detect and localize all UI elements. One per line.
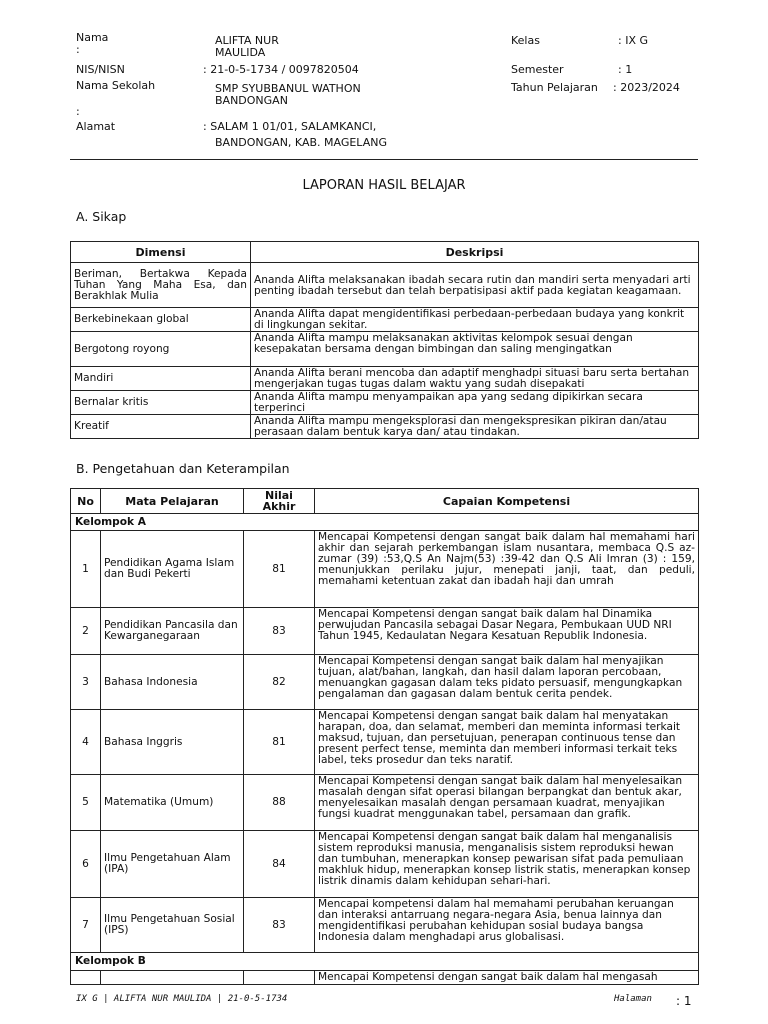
row-nilai: 82 [244,655,315,710]
semester-label: Semester [511,63,564,76]
alamat-value-line2: BANDONGAN, KAB. MAGELANG [215,136,387,149]
row-mapel: Pendidikan Pancasila dan Kewarganegaraan [101,608,244,655]
nis-value: : 21-0-5-1734 / 0097820504 [203,63,359,76]
kelas-value: : IX G [618,34,649,47]
sikap-deskripsi: Ananda Alifta melaksanakan ibadah secara rutin dan mandiri serta menyadari arti penting ibadah tersebut dan telah berpatisipasi aktif pada kegiatan keagamaan. [251,263,699,308]
group-kelompok-b: Kelompok B [71,953,699,971]
nilai-row [71,710,699,775]
sikap-col-dimensi: Dimensi [71,242,251,263]
nis-label: NIS/NISN [76,63,125,76]
nama-value-line1: ALIFTA NUR [215,34,279,47]
row-nilai: 81 [244,531,315,608]
sikap-deskripsi: Ananda Alifta dapat mengidentifikasi perbedaan-perbedaan budaya yang konkrit di lingkungan sekitar. [251,308,699,332]
sekolah-value-line1: SMP SYUBBANUL WATHON [215,82,361,95]
kelas-label: Kelas [511,34,540,47]
footer-halaman-label: Halaman [614,994,652,1004]
row-no: 5 [71,775,101,831]
sikap-deskripsi: Ananda Alifta mampu menyampaikan apa yang sedang dipikirkan secara terperinci [251,391,699,415]
sikap-deskripsi: Ananda Alifta berani mencoba dan adaptif menghadpi situasi baru serta bertahan mengerjakan tugas tugas dalam waktu yang sudah disepakati [251,367,699,391]
sikap-dimensi: Beriman, Bertakwa Kepada Tuhan Yang Maha Esa, dan Berakhlak Mulia [71,263,251,308]
nilai-row [71,831,699,898]
sikap-dimensi: Bergotong royong [71,332,251,367]
alamat-value-line1: : SALAM 1 01/01, SALAMKANCI, [203,120,377,133]
footer-page-number: : 1 [676,994,692,1008]
nilai-col-capaian: Capaian Kompetensi [315,489,699,514]
nama-value-line2: MAULIDA [215,46,266,59]
sikap-dimensi: Mandiri [71,367,251,391]
row-no: 7 [71,898,101,953]
sikap-row [71,263,699,308]
row-mapel-empty [101,971,244,985]
row-capaian: Mencapai Kompetensi dengan sangat baik dalam hal menganalisis sistem reproduksi manusia, menganalisis sistem reproduksi hewan dan tumbuhan, menerapkan konsep pewarisan sifat pada pemuliaan makhluk hidup, menerapkan konsep listrik statis, menerapkan konsep listrik dinamis dalam kehidupan sehari-hari. [315,831,699,898]
row-nilai: 83 [244,898,315,953]
row-mapel: Ilmu Pengetahuan Alam (IPA) [101,831,244,898]
sikap-dimensi: Bernalar kritis [71,391,251,415]
nilai-row [71,898,699,953]
row-no-empty [71,971,101,985]
sikap-row [71,332,699,367]
row-capaian-partial: Mencapai Kompetensi dengan sangat baik dalam hal mengasah [315,971,699,985]
sikap-deskripsi: Ananda Alifta mampu mengeksplorasi dan mengekspresikan pikiran dan/atau perasaan dalam bentuk karya dan/ atau tindakan. [251,415,699,439]
sikap-dimensi: Kreatif [71,415,251,439]
row-nilai: 83 [244,608,315,655]
sekolah-label: Nama Sekolah [76,79,156,92]
row-no: 2 [71,608,101,655]
row-mapel: Pendidikan Agama Islam dan Budi Pekerti [101,531,244,608]
sikap-row [71,367,699,391]
row-capaian: Mencapai Kompetensi dengan sangat baik dalam hal memahami hari akhir dan sejarah perkembangan islam nusantara, membaca Q.S az-zumar (39) :53,Q.S An Najm(53) :39-42 dan Q.S Ali Imran (3) : 159, menunjukkan perilaku jujur, menepati janji, taat, dan peduli, memahami ketentuan zakat dan ibadah haji dan umrah [315,531,699,608]
sikap-row [71,415,699,439]
sikap-dimensi: Berkebinekaan global [71,308,251,332]
row-capaian: Mencapai Kompetensi dengan sangat baik dalam hal Dinamika perwujudan Pancasila sebagai Dasar Negara, Pembukaan UUD NRI Tahun 1945, Kedaulatan Negara Kesatuan Republik Indonesia. [315,608,699,655]
row-capaian: Mencapai Kompetensi dengan sangat baik dalam hal menyajikan tujuan, alat/bahan, langkah, dan hasil dalam laporan percobaan, menuangkan gagasan dalam teks pidato persuasif, mengungkapkan pengalaman dan gagasan dalam bentuk cerita pendek. [315,655,699,710]
section-sikap-heading: A. Sikap [76,209,127,224]
sekolah-colon: : [76,105,80,118]
row-nilai: 88 [244,775,315,831]
row-nilai-empty [244,971,315,985]
sikap-deskripsi: Ananda Alifta mampu melaksanakan aktivitas kelompok sesuai dengan kesepakatan bersama dengan bimbingan dan saling mengingatkan [251,332,699,367]
nilai-row [71,531,699,608]
sikap-table [70,241,699,439]
nama-colon: : [76,43,80,56]
row-capaian: Mencapai kompetensi dalam hal memahami perubahan keruangan dan interaksi antarruang negara-negara Asia, benua lainnya dan mengidentifikasi perubahan kehidupan sosial budaya bangsa Indonesia dalam menghadapi arus globalisasi. [315,898,699,953]
tahun-label: Tahun Pelajaran [511,81,598,94]
row-mapel: Matematika (Umum) [101,775,244,831]
semester-value: : 1 [618,63,633,76]
sikap-col-deskripsi: Deskripsi [251,242,699,263]
row-capaian: Mencapai Kompetensi dengan sangat baik dalam hal menyelesaikan masalah dengan sifat operasi bilangan berpangkat dan bentuk akar, menyelesaikan masalah dengan persamaan kuadrat, menyajikan fungsi kuadrat menggunakan tabel, persamaan dan grafik. [315,775,699,831]
alamat-label: Alamat [76,120,116,133]
row-nilai: 84 [244,831,315,898]
nilai-table [70,488,699,985]
row-mapel: Bahasa Inggris [101,710,244,775]
nilai-col-nilai: Nilai Akhir [244,489,315,514]
header-divider [70,159,698,160]
section-pengetahuan-heading: B. Pengetahuan dan Keterampilan [76,461,290,476]
row-no: 1 [71,531,101,608]
nilai-row [71,608,699,655]
row-no: 6 [71,831,101,898]
group-kelompok-a: Kelompok A [71,514,699,531]
row-no: 4 [71,710,101,775]
row-nilai: 81 [244,710,315,775]
nilai-row-partial [71,971,699,985]
nilai-col-mapel: Mata Pelajaran [101,489,244,514]
sekolah-value-line2: BANDONGAN [215,94,288,107]
sikap-row [71,391,699,415]
nilai-col-no: No [71,489,101,514]
row-no: 3 [71,655,101,710]
tahun-value: : 2023/2024 [613,81,680,94]
nilai-row [71,775,699,831]
row-mapel: Bahasa Indonesia [101,655,244,710]
page-title: LAPORAN HASIL BELAJAR [302,178,466,193]
row-mapel: Ilmu Pengetahuan Sosial (IPS) [101,898,244,953]
nilai-row [71,655,699,710]
row-capaian: Mencapai Kompetensi dengan sangat baik dalam hal menyatakan harapan, doa, dan selamat, memberi dan meminta informasi terkait maksud, tujuan, dan persetujuan, penerapan continuous tense dan present perfect tense, meminta dan memberi informasi terkait teks label, teks prosedur dan teks naratif. [315,710,699,775]
footer-student-info: IX G | ALIFTA NUR MAULIDA | 21-0-5-1734 [76,994,288,1004]
sikap-row [71,308,699,332]
nama-label: Nama [76,31,109,44]
